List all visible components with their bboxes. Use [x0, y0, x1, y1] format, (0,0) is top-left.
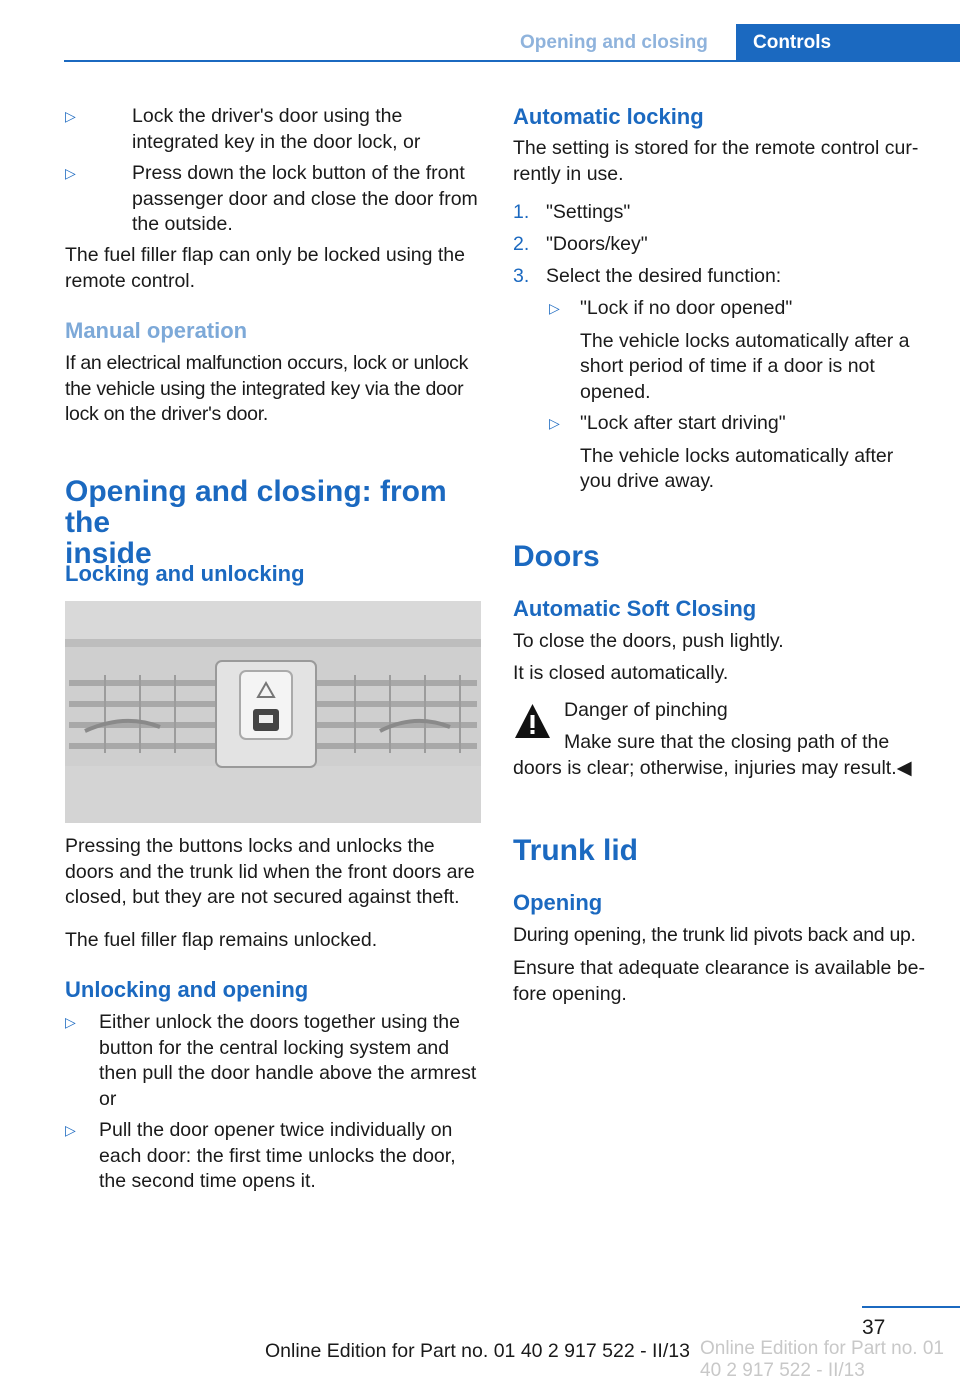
paragraph: To close the doors, push lightly. [513, 630, 784, 652]
triangle-bullet-icon: ▷ [65, 165, 76, 181]
list-item-text: Either unlock the doors together using the button for the central locking system and then pull the door handle above the armrest or [99, 1011, 477, 1110]
paragraph: Pressing the buttons locks and unlocks the doors and the trunk lid when the front doors are closed, but they are not secured against theft. [65, 835, 475, 908]
step-text: "Doors/key" [546, 233, 648, 255]
paragraph: Ensure that adequate clearance is available be- fore opening. [513, 957, 925, 1005]
step-number: 1. [513, 201, 530, 223]
triangle-bullet-icon: ▷ [549, 300, 560, 316]
header-rule [64, 60, 960, 62]
triangle-bullet-icon: ▷ [65, 1122, 76, 1138]
heading-automatic-locking: Automatic locking [513, 104, 704, 129]
list-item-text: "Lock after start driving" The vehicle locks automatically after you drive away. [580, 412, 894, 492]
warning-title: Danger of pinching [564, 699, 728, 721]
step-text: "Settings" [546, 201, 631, 223]
paragraph: If an electrical malfunction occurs, lock or unlock the vehicle using the integrated key via the door lock on the driver's door. [65, 352, 469, 425]
step-number: 3. [513, 265, 530, 287]
list-item-text: Lock the driver's door using the integrated key in the door lock, or [132, 105, 421, 153]
lock-button-photo [65, 601, 481, 823]
heading-opening: Opening [513, 890, 603, 915]
header-chapter-tab[interactable]: Controls [736, 24, 960, 62]
heading-locking-unlocking: Locking and unlocking [65, 561, 305, 586]
heading-unlocking-opening: Unlocking and opening [65, 977, 309, 1002]
edition-text: Online Edition for Part no. 01 40 2 917 522 - II/13 [265, 1340, 690, 1362]
page-number: 37 [862, 1316, 886, 1339]
paragraph: The setting is stored for the remote control cur- rently in use. [513, 137, 919, 185]
triangle-bullet-icon: ▷ [65, 108, 76, 124]
heading-automatic-soft-closing: Automatic Soft Closing [513, 596, 757, 621]
list-item-text: "Lock if no door opened" The vehicle locks automatically after a short period of time if a door is not opened. [580, 297, 910, 403]
heading-trunk-lid: Trunk lid [513, 834, 639, 867]
watermark-text: Online Edition for Part no. 01 40 2 917 522 - II/13 [700, 1338, 944, 1381]
paragraph: It is closed automatically. [513, 662, 729, 684]
step-number: 2. [513, 233, 530, 255]
warning-text: Make sure that the closing path of the doors is clear; otherwise, injuries may result.◀ [513, 731, 912, 779]
list-item-text: Pull the door opener twice individually on each door: the first time unlocks the door, the second time opens it. [99, 1119, 456, 1192]
heading-manual-operation: Manual operation [65, 318, 248, 343]
triangle-bullet-icon: ▷ [549, 415, 560, 431]
footer-rule [862, 1306, 960, 1308]
paragraph: The fuel filler flap can only be locked using the remote control. [65, 244, 465, 292]
list-item-text: Press down the lock button of the front passenger door and close the door from the outside. [132, 162, 478, 235]
triangle-bullet-icon: ▷ [65, 1014, 76, 1030]
header-section-title: Opening and closing [520, 32, 708, 53]
paragraph: During opening, the trunk lid pivots back and up. [513, 924, 916, 946]
step-text: Select the desired function: [546, 265, 782, 287]
heading-doors: Doors [513, 540, 600, 573]
heading-opening-closing-inside: Opening and closing: from the inside [65, 475, 447, 570]
paragraph: The fuel filler flap remains unlocked. [65, 929, 378, 951]
